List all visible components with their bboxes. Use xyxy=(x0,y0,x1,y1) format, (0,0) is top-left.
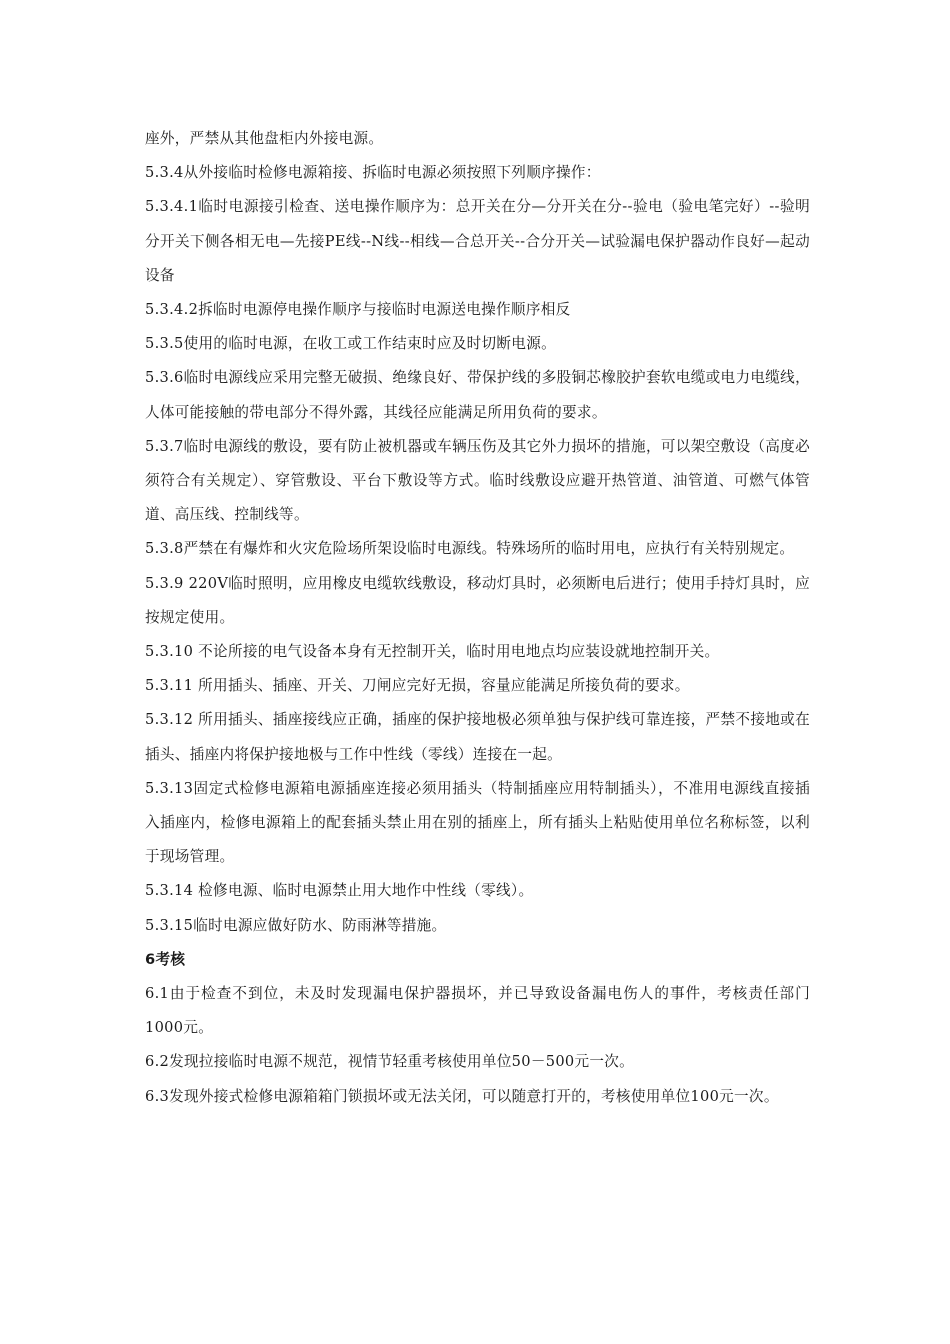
clause-5-3-11: 5.3.11 所用插头、插座、开关、刀闸应完好无损，容量应能满足所接负荷的要求。 xyxy=(145,677,690,695)
clause-6-2: 6.2发现拉接临时电源不规范，视情节轻重考核使用单位50－500元一次。 xyxy=(145,1053,635,1071)
clause-5-3-10: 5.3.10 不论所接的电气设备本身有无控制开关，临时用电地点均应装设就地控制开关。 xyxy=(145,643,720,661)
clause-5-3-4-1: 5.3.4.1临时电源接引检查、送电操作顺序为：总开关在分—分开关在分--验电（验电笔完好）--验明分开关下侧各相无电—先接PE线--N线--相线—合总开关--合分开关—试验漏电保护器动作良好—起动设备 xyxy=(145,198,810,284)
clause-5-3-13: 5.3.13固定式检修电源箱电源插座连接必须用插头（特制插座应用特制插头），不准用电源线直接插入插座内，检修电源箱上的配套插头禁止用在别的插座上，所有插头上粘贴使用单位名称标签，以利于现场管理。 xyxy=(145,779,810,866)
clause-5-3-7: 5.3.7临时电源线的敷设，要有防止被机器或车辆压伤及其它外力损坏的措施，可以架空敷设（高度必须符合有关规定）、穿管敷设、平台下敷设等方式。临时线敷设应避开热管道、油管道、可燃气体管道、高压线、控制线等。 xyxy=(145,437,810,524)
clause-5-3-5: 5.3.5使用的临时电源，在收工或工作结束时应及时切断电源。 xyxy=(145,335,556,353)
clause-6-1: 6.1由于检查不到位，未及时发现漏电保护器损坏，并已导致设备漏电伤人的事件，考核责任部门1000元。 xyxy=(145,985,810,1037)
paragraph-continuation: 座外，严禁从其他盘柜内外接电源。 xyxy=(145,130,384,147)
clause-5-3-12: 5.3.12 所用插头、插座接线应正确，插座的保护接地极必须单独与保护线可靠连接，严禁不接地或在插头、插座内将保护接地极与工作中性线（零线）连接在一起。 xyxy=(145,711,810,763)
clause-5-3-4-2: 5.3.4.2拆临时电源停电操作顺序与接临时电源送电操作顺序相反 xyxy=(145,301,571,319)
clause-5-3-15: 5.3.15临时电源应做好防水、防雨淋等措施。 xyxy=(145,916,447,934)
clause-5-3-8: 5.3.8严禁在有爆炸和火灾危险场所架设临时电源线。特殊场所的临时用电，应执行有关特别规定。 xyxy=(145,540,795,558)
section-6-heading: 6考核 xyxy=(145,950,186,968)
document-page xyxy=(145,122,810,1114)
clause-5-3-4: 5.3.4从外接临时检修电源箱接、拆临时电源必须按照下列顺序操作： xyxy=(145,164,601,182)
clause-6-3: 6.3发现外接式检修电源箱箱门锁损坏或无法关闭，可以随意打开的，考核使用单位100元一次。 xyxy=(145,1087,779,1105)
clause-5-3-14: 5.3.14 检修电源、临时电源禁止用大地作中性线（零线）。 xyxy=(145,882,534,900)
clause-5-3-9: 5.3.9 220V临时照明，应用橡皮电缆软线敷设，移动灯具时，必须断电后进行；使用手持灯具时，应按规定使用。 xyxy=(145,574,810,626)
clause-5-3-6: 5.3.6临时电源线应采用完整无破损、绝缘良好、带保护线的多股铜芯橡胶护套软电缆或电力电缆线，人体可能接触的带电部分不得外露，其线径应能满足所用负荷的要求。 xyxy=(145,369,810,421)
